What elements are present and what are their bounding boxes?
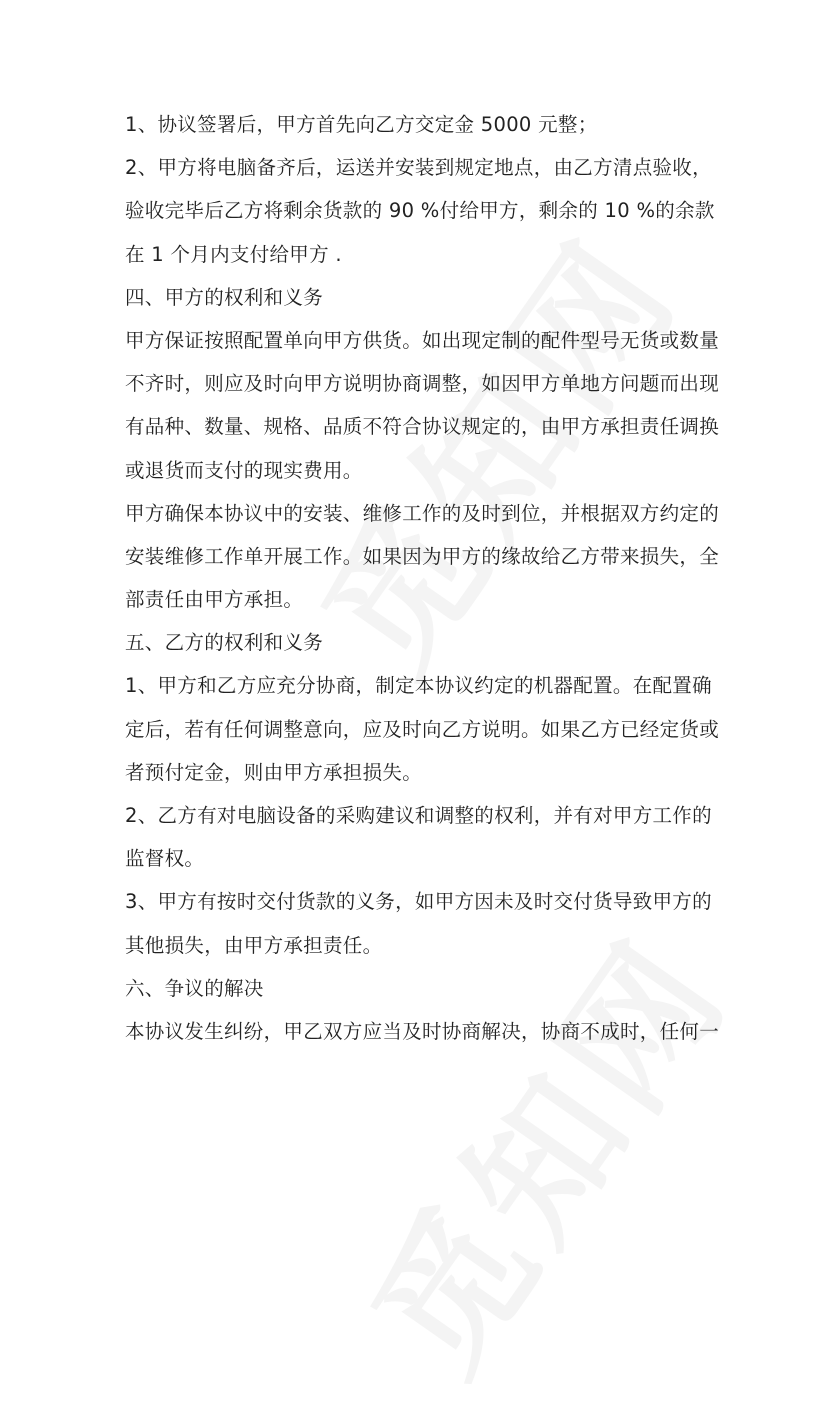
- text-line: 或退货而支付的现实费用。: [125, 458, 363, 482]
- text-line: 其他损失，由甲方承担责任。: [125, 933, 383, 957]
- text-line: 1、协议签署后，甲方首先向乙方交定金 5000 元整；: [125, 113, 598, 136]
- section-heading: 六、争议的解决: [125, 976, 264, 1000]
- text-line: 部责任由甲方承担。: [125, 588, 304, 612]
- document-body: [125, 103, 720, 1053]
- text-line: 安装维修工作单开展工作。如果因为甲方的缘故给乙方带来损失，全: [125, 544, 720, 568]
- text-line: 在 1 个月内支付给甲方 .: [125, 242, 342, 266]
- text-line: 定后，若有任何调整意向，应及时向乙方说明。如果乙方已经定货或: [125, 717, 720, 741]
- text-line: 者预付定金，则由甲方承担损失。: [125, 760, 423, 784]
- text-line: 1、甲方和乙方应充分协商，制定本协议约定的机器配置。在配置确: [125, 674, 712, 698]
- text-line: 甲方保证按照配置单向甲方供货。如出现定制的配件型号无货或数量: [125, 328, 720, 352]
- text-line: 不齐时，则应及时向甲方说明协商调整，如因甲方单地方问题而出现: [125, 372, 720, 396]
- text-line: 本协议发生纠纷，甲乙双方应当及时协商解决，协商不成时，任何一: [125, 1019, 720, 1043]
- text-line: 有品种、数量、规格、品质不符合协议规定的，由甲方承担责任调换: [125, 415, 720, 439]
- text-line: 3、甲方有按时交付货款的义务，如甲方因未及时交付货导致甲方的: [125, 890, 712, 914]
- section-heading: 四、甲方的权利和义务: [125, 285, 324, 309]
- section-heading: 五、乙方的权利和义务: [125, 631, 324, 655]
- text-line: 监督权。: [125, 847, 205, 871]
- text-line: 验收完毕后乙方将剩余货款的 90 %付给甲方，剩余的 10 %的余款: [125, 199, 715, 223]
- text-line: 2、甲方将电脑备齐后，运送并安装到规定地点，由乙方清点验收，: [125, 156, 712, 180]
- text-line: 甲方确保本协议中的安装、维修工作的及时到位，并根据双方约定的: [125, 501, 720, 525]
- text-line: 2、乙方有对电脑设备的采购建议和调整的权利，并有对甲方工作的: [125, 804, 712, 827]
